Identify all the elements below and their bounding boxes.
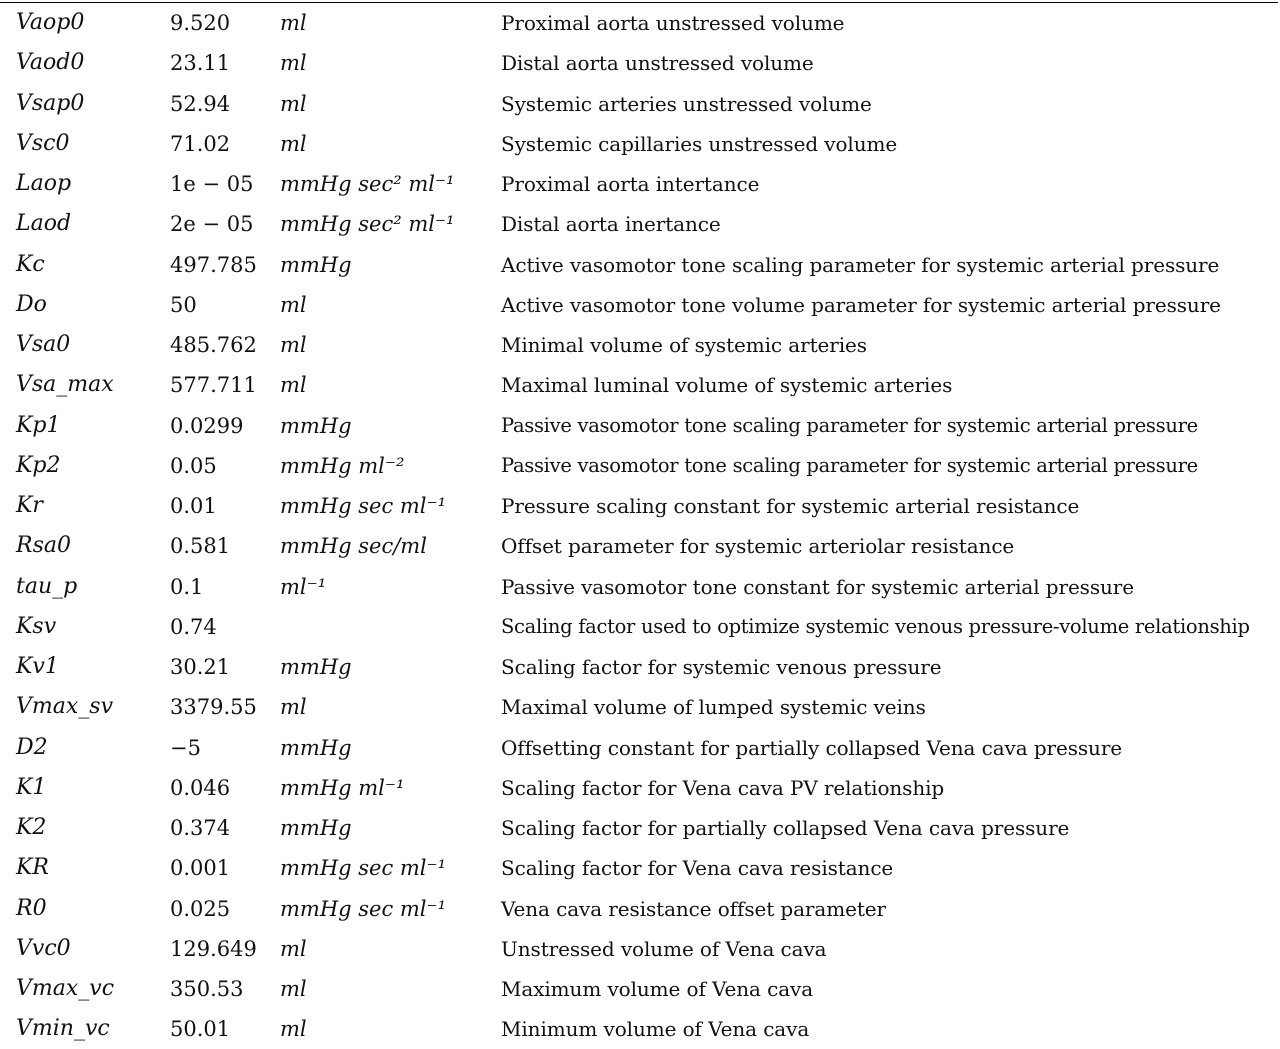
parameter-description: Passive vasomotor tone constant for systemic arterial pressure — [501, 574, 1134, 599]
parameter-unit: ml — [280, 91, 307, 116]
parameter-value: 3379.55 — [170, 695, 257, 720]
table-row — [0, 3, 1280, 43]
parameter-value: 9.520 — [170, 11, 231, 35]
parameter-symbol: Kc — [16, 251, 45, 277]
parameter-value: 23.11 — [170, 51, 231, 76]
parameter-unit: ml — [280, 131, 307, 156]
parameter-value: 50.01 — [170, 1017, 231, 1042]
parameter-symbol: Kp1 — [16, 412, 61, 438]
parameter-symbol: Vvc0 — [16, 935, 71, 961]
parameter-unit: mmHg sec ml⁻¹ — [280, 856, 447, 881]
table-row — [0, 365, 1280, 405]
parameter-symbol: Ksv — [16, 613, 57, 639]
parameter-value: 1e − 05 — [170, 172, 254, 196]
parameter-value: 0.025 — [170, 896, 231, 921]
table-row — [0, 204, 1280, 244]
parameter-value: 2e − 05 — [170, 212, 254, 237]
parameter-description: Active vasomotor tone volume parameter for systemic arterial pressure — [501, 292, 1221, 317]
table-row — [0, 245, 1280, 285]
parameter-symbol: KR — [16, 855, 49, 881]
parameter-description: Passive vasomotor tone scaling parameter for systemic arterial pressure — [501, 413, 1198, 437]
parameter-symbol: Do — [16, 291, 47, 317]
parameter-value: 0.1 — [170, 574, 204, 599]
parameter-symbol: K2 — [16, 815, 47, 840]
parameter-description: Distal aorta unstressed volume — [501, 51, 814, 76]
parameter-unit: mmHg sec ml⁻¹ — [280, 494, 447, 518]
parameter-symbol: R0 — [16, 895, 47, 921]
table-row — [0, 929, 1280, 969]
parameter-description: Scaling factor used to optimize systemic venous pressure-volume relationship — [501, 614, 1250, 638]
parameter-symbol: Laod — [16, 211, 72, 237]
table-row — [0, 768, 1280, 808]
parameter-unit: ml — [280, 373, 307, 398]
parameter-description: Unstressed volume of Vena cava — [501, 936, 827, 961]
parameter-value: 0.74 — [170, 614, 217, 639]
parameter-description: Systemic capillaries unstressed volume — [501, 131, 898, 156]
parameter-symbol: Vmax_vc — [16, 976, 115, 1001]
parameter-unit: ml — [280, 333, 307, 357]
table-row — [0, 285, 1280, 325]
table-row — [0, 84, 1280, 124]
parameter-unit: ml — [280, 936, 307, 961]
parameter-value: 129.649 — [170, 936, 257, 961]
table-row — [0, 164, 1280, 204]
parameter-symbol: Vsa_max — [16, 372, 114, 398]
parameter-symbol: Vmin_vc — [16, 1016, 110, 1042]
table-row — [0, 1009, 1280, 1049]
parameter-description: Systemic arteries unstressed volume — [501, 91, 872, 116]
parameter-value: −5 — [170, 735, 201, 760]
table-row — [0, 607, 1280, 647]
parameter-unit: ml — [280, 11, 307, 35]
parameter-symbol: Laop — [16, 171, 72, 196]
parameter-unit: mmHg — [280, 413, 352, 438]
parameter-unit: mmHg — [280, 252, 352, 277]
parameter-unit: mmHg — [280, 735, 352, 760]
parameter-value: 0.01 — [170, 494, 217, 518]
parameter-value: 497.785 — [170, 252, 257, 277]
parameter-value: 71.02 — [170, 131, 231, 156]
table-row — [0, 889, 1280, 929]
parameter-description: Offsetting constant for partially collapsed Vena cava pressure — [501, 735, 1123, 760]
parameter-unit: mmHg — [280, 816, 352, 840]
parameter-description: Maximum volume of Vena cava — [501, 977, 814, 1001]
parameter-value: 0.581 — [170, 534, 231, 559]
parameter-unit: ml — [280, 51, 307, 76]
table-row — [0, 567, 1280, 607]
table-row — [0, 848, 1280, 888]
parameter-unit: ml — [280, 292, 307, 317]
parameter-symbol: Vsa0 — [16, 332, 71, 357]
parameter-description: Pressure scaling constant for systemic arterial resistance — [501, 494, 1080, 518]
parameter-description: Minimal volume of systemic arteries — [501, 333, 867, 357]
parameter-unit: mmHg sec² ml⁻¹ — [280, 172, 455, 196]
parameter-symbol: Kr — [16, 493, 43, 518]
parameter-unit: ml — [280, 1017, 307, 1042]
parameter-symbol: Vaod0 — [16, 50, 85, 76]
parameter-value: 485.762 — [170, 333, 257, 357]
parameter-description: Scaling factor for Vena cava PV relationship — [501, 775, 945, 800]
parameter-value: 52.94 — [170, 91, 231, 116]
table-row — [0, 325, 1280, 365]
table-row — [0, 406, 1280, 446]
table-row — [0, 969, 1280, 1009]
parameter-description: Scaling factor for Vena cava resistance — [501, 856, 894, 881]
parameter-unit: ml⁻¹ — [280, 574, 327, 599]
parameter-symbol: Kp2 — [16, 452, 61, 478]
parameter-unit: mmHg sec/ml — [280, 534, 427, 559]
parameter-value: 577.711 — [170, 373, 257, 398]
table-row — [0, 526, 1280, 566]
table-row — [0, 728, 1280, 768]
parameter-description: Distal aorta inertance — [501, 212, 721, 237]
table-row — [0, 687, 1280, 727]
parameter-symbol: Vsc0 — [16, 130, 70, 156]
table-row — [0, 808, 1280, 848]
parameter-unit: mmHg — [280, 655, 352, 679]
parameter-symbol: Vmax_sv — [16, 694, 113, 720]
parameter-description: Scaling factor for systemic venous pressure — [501, 655, 942, 679]
parameter-value: 0.001 — [170, 856, 231, 881]
parameter-unit: mmHg ml⁻² — [280, 453, 405, 478]
parameter-description: Active vasomotor tone scaling parameter for systemic arterial pressure — [501, 252, 1220, 277]
parameter-symbol: Vaop0 — [16, 10, 85, 35]
table-row — [0, 43, 1280, 83]
parameter-unit: ml — [280, 695, 307, 720]
parameter-symbol: tau_p — [16, 573, 78, 599]
parameter-description: Proximal aorta intertance — [501, 172, 760, 196]
parameter-value: 50 — [170, 292, 197, 317]
parameter-unit: mmHg ml⁻¹ — [280, 775, 405, 800]
parameter-symbol: Kv1 — [16, 654, 59, 679]
parameter-unit: mmHg sec ml⁻¹ — [280, 896, 447, 921]
parameter-description: Proximal aorta unstressed volume — [501, 11, 845, 35]
parameter-description: Vena cava resistance offset parameter — [501, 896, 886, 921]
table-row — [0, 647, 1280, 687]
parameter-symbol: D2 — [16, 734, 48, 760]
table-row — [0, 486, 1280, 526]
parameter-description: Maximal luminal volume of systemic arteries — [501, 373, 953, 398]
parameter-description: Scaling factor for partially collapsed Vena cava pressure — [501, 816, 1070, 840]
parameter-unit: mmHg sec² ml⁻¹ — [280, 212, 455, 237]
parameter-description: Offset parameter for systemic arteriolar resistance — [501, 534, 1015, 559]
table-row — [0, 446, 1280, 486]
table-row — [0, 124, 1280, 164]
parameter-symbol: Rsa0 — [16, 533, 71, 559]
parameter-value: 0.0299 — [170, 413, 244, 438]
parameter-symbol: Vsap0 — [16, 90, 85, 116]
parameter-description: Maximal volume of lumped systemic veins — [501, 695, 926, 720]
parameter-symbol: K1 — [16, 774, 47, 800]
parameter-description: Minimum volume of Vena cava — [501, 1017, 810, 1042]
parameter-value: 30.21 — [170, 655, 231, 679]
parameter-value: 350.53 — [170, 977, 244, 1001]
parameter-description: Passive vasomotor tone scaling parameter for systemic arterial pressure — [501, 453, 1198, 477]
parameter-value: 0.374 — [170, 816, 231, 840]
parameter-value: 0.046 — [170, 775, 231, 800]
parameter-unit: ml — [280, 977, 307, 1001]
parameter-value: 0.05 — [170, 453, 217, 478]
